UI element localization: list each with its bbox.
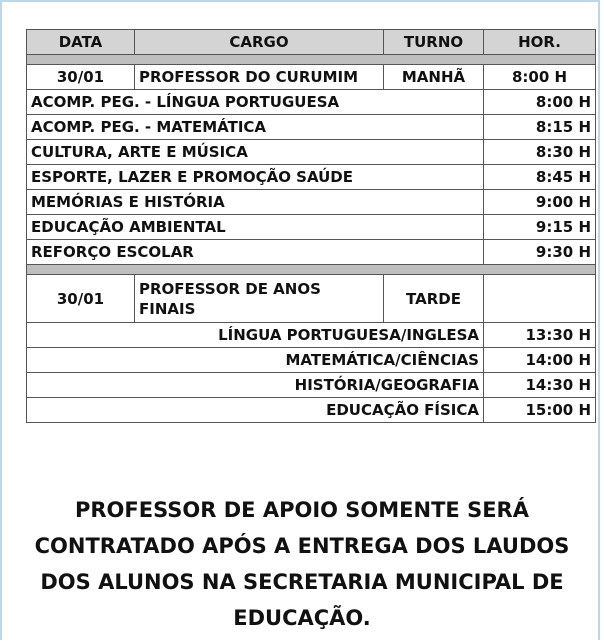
- header-cargo: CARGO: [135, 30, 384, 55]
- subject-label: EDUCAÇÃO FÍSICA: [27, 398, 484, 423]
- subject-time: 9:00 H: [484, 190, 596, 215]
- afternoon-cargo: PROFESSOR DE ANOS FINAIS: [135, 275, 384, 323]
- table-row: [27, 165, 596, 190]
- table-row: [27, 323, 596, 348]
- subject-label: MEMÓRIAS E HISTÓRIA: [27, 190, 484, 215]
- morning-hor: 8:00 H: [484, 65, 596, 90]
- table-row: [27, 90, 596, 115]
- morning-date: 30/01: [27, 65, 135, 90]
- table-row: [27, 215, 596, 240]
- header-hor: HOR.: [484, 30, 596, 55]
- afternoon-date: 30/01: [27, 275, 135, 323]
- subject-time: 14:00 H: [484, 348, 596, 373]
- table-row: [27, 348, 596, 373]
- subject-time: 9:15 H: [484, 215, 596, 240]
- subject-time: 9:30 H: [484, 240, 596, 265]
- table-row: [27, 115, 596, 140]
- subject-label: ACOMP. PEG. - LÍNGUA PORTUGUESA: [27, 90, 484, 115]
- morning-cargo: PROFESSOR DO CURUMIM: [135, 65, 384, 90]
- table-row: [27, 140, 596, 165]
- subject-time: 14:30 H: [484, 373, 596, 398]
- separator-row: [27, 265, 596, 275]
- table-row: [27, 398, 596, 423]
- subject-label: REFORÇO ESCOLAR: [27, 240, 484, 265]
- schedule-table: [26, 29, 596, 423]
- notice-text: PROFESSOR DE APOIO SOMENTE SERÁ CONTRATADO APÓS A ENTREGA DOS LAUDOS DOS ALUNOS NA SECRETARIA MUNICIPAL DE EDUCAÇÃO.: [34, 498, 570, 630]
- subject-time: 8:30 H: [484, 140, 596, 165]
- afternoon-turno: TARDE: [384, 275, 484, 323]
- header-data: DATA: [27, 30, 135, 55]
- subject-label: ESPORTE, LAZER E PROMOÇÃO SAÚDE: [27, 165, 484, 190]
- table-row: [27, 240, 596, 265]
- subject-label: LÍNGUA PORTUGUESA/INGLESA: [27, 323, 484, 348]
- subject-label: ACOMP. PEG. - MATEMÁTICA: [27, 115, 484, 140]
- afternoon-hor: [484, 275, 596, 323]
- header-row: [27, 30, 596, 55]
- subject-label: EDUCAÇÃO AMBIENTAL: [27, 215, 484, 240]
- subject-time: 13:30 H: [484, 323, 596, 348]
- afternoon-main-row: [27, 275, 596, 323]
- subject-label: CULTURA, ARTE E MÚSICA: [27, 140, 484, 165]
- subject-label: HISTÓRIA/GEOGRAFIA: [27, 373, 484, 398]
- subject-time: 8:15 H: [484, 115, 596, 140]
- morning-turno: MANHÃ: [384, 65, 484, 90]
- subject-time: 15:00 H: [484, 398, 596, 423]
- subject-time: 8:45 H: [484, 165, 596, 190]
- subject-label: MATEMÁTICA/CIÊNCIAS: [27, 348, 484, 373]
- separator-row: [27, 55, 596, 65]
- morning-main-row: [27, 65, 596, 90]
- header-turno: TURNO: [384, 30, 484, 55]
- table-row: [27, 373, 596, 398]
- table-row: [27, 190, 596, 215]
- subject-time: 8:00 H: [484, 90, 596, 115]
